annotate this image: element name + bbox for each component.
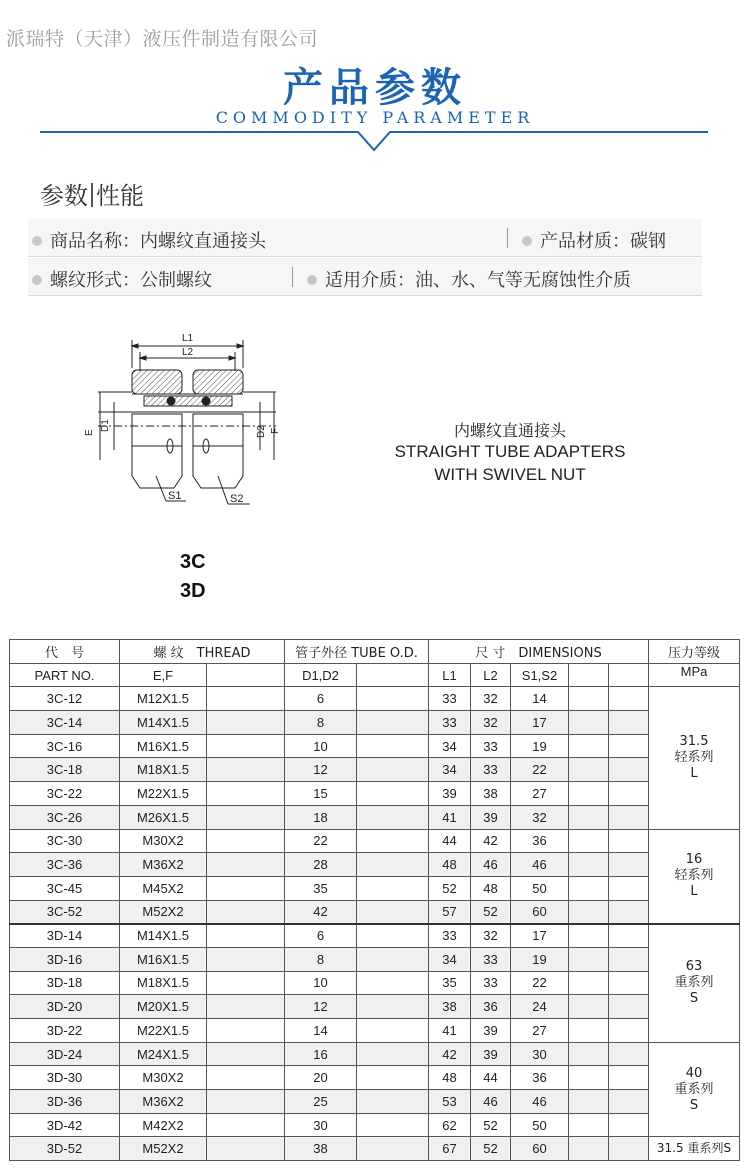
blank-cell <box>357 900 429 924</box>
tube-od-cell: 14 <box>285 1019 357 1043</box>
thread-cell: M14X1.5 <box>120 924 207 948</box>
blank-cell <box>609 1090 649 1114</box>
thread-cell: M20X1.5 <box>120 995 207 1019</box>
drawing-name-en-1: STRAIGHT TUBE ADAPTERS <box>394 442 626 461</box>
blank-cell <box>609 971 649 995</box>
blank-cell <box>569 1113 609 1137</box>
table-row <box>10 734 740 758</box>
drawing-name-cn: 内螺纹直通接头 <box>453 421 566 440</box>
tube-od-cell: 20 <box>285 1066 357 1090</box>
l1-cell: 48 <box>429 853 471 877</box>
l2-cell: 46 <box>471 1090 511 1114</box>
l1-cell: 34 <box>429 947 471 971</box>
l2-cell: 39 <box>471 1019 511 1043</box>
s1s2-cell: 60 <box>511 1137 569 1161</box>
table-row <box>10 900 740 924</box>
label-d2: D2 <box>256 425 267 438</box>
s1s2-cell: 22 <box>511 971 569 995</box>
blank-cell <box>357 782 429 806</box>
property-material: 产品材质：碳钢 <box>522 227 666 253</box>
blank-cell <box>609 1066 649 1090</box>
pressure-value: 40 <box>685 1065 703 1081</box>
s1s2-cell: 30 <box>511 1042 569 1066</box>
blank-cell <box>609 1019 649 1043</box>
l2-cell: 33 <box>471 971 511 995</box>
l2-cell: 46 <box>471 853 511 877</box>
blank-cell <box>207 900 285 924</box>
blank-cell <box>357 1090 429 1114</box>
l1-cell: 38 <box>429 995 471 1019</box>
header-l2: L2 <box>471 663 511 687</box>
header-s1s2: S1,S2 <box>511 663 569 687</box>
part-no-cell: 3D-30 <box>10 1066 120 1090</box>
l2-cell: 44 <box>471 1066 511 1090</box>
thread-cell: M36X2 <box>120 1090 207 1114</box>
blank-cell <box>569 711 609 735</box>
part-no-cell: 3D-14 <box>10 924 120 948</box>
label-l1: L1 <box>182 333 194 344</box>
bullet-dot <box>307 275 317 285</box>
blank-cell <box>207 1019 285 1043</box>
table-row <box>10 947 740 971</box>
l1-cell: 39 <box>429 782 471 806</box>
blank-cell <box>207 1090 285 1114</box>
table-row <box>10 995 740 1019</box>
l1-cell: 33 <box>429 687 471 711</box>
blank-cell <box>609 711 649 735</box>
blank-cell <box>207 971 285 995</box>
l2-cell: 52 <box>471 900 511 924</box>
blank-cell <box>207 758 285 782</box>
blank-cell <box>569 1019 609 1043</box>
thread-cell: M30X2 <box>120 1066 207 1090</box>
section-title-left: 参数 <box>40 182 88 210</box>
label-s2: S2 <box>230 493 244 505</box>
tube-od-cell: 12 <box>285 758 357 782</box>
pressure-rating-cell <box>649 1042 740 1137</box>
s1s2-cell: 22 <box>511 758 569 782</box>
l2-cell: 33 <box>471 758 511 782</box>
pressure-code: S <box>723 1141 732 1156</box>
l2-cell: 32 <box>471 711 511 735</box>
blank-cell <box>569 687 609 711</box>
blank-cell <box>357 758 429 782</box>
header-l1: L1 <box>429 663 471 687</box>
section-title-divider <box>91 183 93 207</box>
pressure-value: 31.5 <box>656 1141 684 1156</box>
part-no-cell: 3D-16 <box>10 947 120 971</box>
thread-cell: M12X1.5 <box>120 687 207 711</box>
header-blank <box>357 663 429 687</box>
tube-od-cell: 16 <box>285 1042 357 1066</box>
l1-cell: 48 <box>429 1066 471 1090</box>
page-subtitle: COMMODITY PARAMETER <box>215 108 535 127</box>
blank-cell <box>207 947 285 971</box>
s1s2-cell: 24 <box>511 995 569 1019</box>
label-l2: L2 <box>182 347 194 358</box>
property-row-1 <box>28 219 702 257</box>
blank-cell <box>207 1042 285 1066</box>
table-row <box>10 687 740 711</box>
thread-cell: M24X1.5 <box>120 1042 207 1066</box>
blank-cell <box>609 687 649 711</box>
thread-cell: M22X1.5 <box>120 782 207 806</box>
l2-cell: 32 <box>471 687 511 711</box>
blank-cell <box>207 853 285 877</box>
pressure-series: 重系列 <box>687 1141 724 1156</box>
pressure-series: 重系列 <box>674 975 714 991</box>
pressure-rating-cell <box>649 1137 740 1161</box>
title-divider <box>40 122 708 156</box>
pressure-series: 轻系列 <box>674 868 714 884</box>
header-code: 代 号 <box>10 640 120 664</box>
l2-cell: 42 <box>471 829 511 853</box>
part-no-cell: 3D-42 <box>10 1113 120 1137</box>
l2-cell: 52 <box>471 1137 511 1161</box>
table-header-row-2 <box>10 663 740 687</box>
l1-cell: 33 <box>429 924 471 948</box>
pressure-code: S <box>689 1097 699 1113</box>
property-separator <box>507 228 508 248</box>
blank-cell <box>569 924 609 948</box>
s1s2-cell: 14 <box>511 687 569 711</box>
blank-cell <box>207 1066 285 1090</box>
part-no-cell: 3C-30 <box>10 829 120 853</box>
blank-cell <box>357 876 429 900</box>
thread-cell: M16X1.5 <box>120 947 207 971</box>
blank-cell <box>569 782 609 806</box>
label-s1: S1 <box>168 490 182 502</box>
s1s2-cell: 17 <box>511 711 569 735</box>
part-no-cell: 3C-36 <box>10 853 120 877</box>
table-row <box>10 1090 740 1114</box>
s1s2-cell: 36 <box>511 829 569 853</box>
part-no-cell: 3C-26 <box>10 805 120 829</box>
blank-cell <box>609 947 649 971</box>
property-thread: 螺纹形式：公制螺纹 <box>32 266 212 292</box>
l2-cell: 39 <box>471 805 511 829</box>
property-row-2 <box>28 258 702 296</box>
table-row <box>10 758 740 782</box>
series-label-3c: 3C <box>180 551 206 573</box>
header-blank <box>569 663 609 687</box>
blank-cell <box>207 805 285 829</box>
table-row <box>10 924 740 948</box>
blank-cell <box>569 900 609 924</box>
s1s2-cell: 32 <box>511 805 569 829</box>
thread-cell: M30X2 <box>120 829 207 853</box>
tube-od-cell: 30 <box>285 1113 357 1137</box>
l1-cell: 35 <box>429 971 471 995</box>
part-no-cell: 3C-16 <box>10 734 120 758</box>
tube-od-cell: 8 <box>285 947 357 971</box>
pressure-rating-cell <box>649 829 740 924</box>
header-part-no: PART NO. <box>10 663 120 687</box>
blank-cell <box>357 1019 429 1043</box>
part-no-cell: 3C-18 <box>10 758 120 782</box>
tube-od-cell: 6 <box>285 687 357 711</box>
blank-cell <box>569 758 609 782</box>
part-no-cell: 3D-22 <box>10 1019 120 1043</box>
header-mpa: MPa <box>649 663 740 687</box>
label-d1: D1 <box>100 419 111 432</box>
header-thread: 螺 纹 THREAD <box>120 640 285 664</box>
s1s2-cell: 46 <box>511 853 569 877</box>
thread-cell: M14X1.5 <box>120 711 207 735</box>
tube-od-cell: 35 <box>285 876 357 900</box>
blank-cell <box>569 971 609 995</box>
pressure-rating-cell <box>649 924 740 1042</box>
blank-cell <box>609 853 649 877</box>
l1-cell: 41 <box>429 805 471 829</box>
blank-cell <box>357 1066 429 1090</box>
l2-cell: 36 <box>471 995 511 1019</box>
pressure-value: 16 <box>685 852 703 868</box>
blank-cell <box>357 947 429 971</box>
part-no-cell: 3D-24 <box>10 1042 120 1066</box>
table-row <box>10 853 740 877</box>
l2-cell: 52 <box>471 1113 511 1137</box>
header-blank <box>609 663 649 687</box>
drawing-name-en-2: WITH SWIVEL NUT <box>434 465 586 484</box>
blank-cell <box>207 734 285 758</box>
header-pressure: 压力等级 <box>649 640 740 664</box>
blank-cell <box>207 876 285 900</box>
part-no-cell: 3D-52 <box>10 1137 120 1161</box>
blank-cell <box>357 971 429 995</box>
tube-od-cell: 28 <box>285 853 357 877</box>
l1-cell: 34 <box>429 758 471 782</box>
blank-cell <box>609 900 649 924</box>
part-no-cell: 3C-52 <box>10 900 120 924</box>
blank-cell <box>357 711 429 735</box>
s1s2-cell: 17 <box>511 924 569 948</box>
pressure-series: 轻系列 <box>674 749 714 765</box>
s1s2-cell: 36 <box>511 1066 569 1090</box>
part-no-cell: 3C-45 <box>10 876 120 900</box>
part-no-cell: 3C-22 <box>10 782 120 806</box>
part-no-cell: 3C-14 <box>10 711 120 735</box>
l1-cell: 34 <box>429 734 471 758</box>
thread-cell: M26X1.5 <box>120 805 207 829</box>
blank-cell <box>207 1137 285 1161</box>
l1-cell: 42 <box>429 1042 471 1066</box>
table-row <box>10 1066 740 1090</box>
blank-cell <box>207 687 285 711</box>
blank-cell <box>207 829 285 853</box>
blank-cell <box>609 1137 649 1161</box>
blank-cell <box>609 876 649 900</box>
blank-cell <box>357 829 429 853</box>
part-no-cell: 3C-12 <box>10 687 120 711</box>
header-tube: 管子外径 TUBE O.D. <box>285 640 429 664</box>
bullet-dot <box>32 236 42 246</box>
s1s2-cell: 27 <box>511 782 569 806</box>
blank-cell <box>569 947 609 971</box>
tube-od-cell: 38 <box>285 1137 357 1161</box>
s1s2-cell: 50 <box>511 1113 569 1137</box>
pressure-value: 31.5 <box>679 733 709 749</box>
tube-od-cell: 42 <box>285 900 357 924</box>
l1-cell: 57 <box>429 900 471 924</box>
pressure-rating-cell <box>649 687 740 829</box>
bullet-dot <box>522 236 532 246</box>
blank-cell <box>609 734 649 758</box>
thread-cell: M22X1.5 <box>120 1019 207 1043</box>
pressure-value: 63 <box>685 959 703 975</box>
blank-cell <box>569 853 609 877</box>
blank-cell <box>207 711 285 735</box>
technical-drawing <box>78 326 281 516</box>
section-title-right: 性能 <box>96 182 144 210</box>
property-medium: 适用介质：油、水、气等无腐蚀性介质 <box>307 266 631 292</box>
thread-cell: M42X2 <box>120 1113 207 1137</box>
thread-cell: M18X1.5 <box>120 971 207 995</box>
label-e: E <box>84 429 95 436</box>
l2-cell: 48 <box>471 876 511 900</box>
blank-cell <box>569 1090 609 1114</box>
l1-cell: 33 <box>429 711 471 735</box>
blank-cell <box>609 1042 649 1066</box>
blank-cell <box>207 995 285 1019</box>
blank-cell <box>569 829 609 853</box>
bullet-dot <box>32 275 42 285</box>
property-separator <box>292 267 293 287</box>
tube-od-cell: 8 <box>285 711 357 735</box>
tube-od-cell: 25 <box>285 1090 357 1114</box>
table-row <box>10 876 740 900</box>
l1-cell: 53 <box>429 1090 471 1114</box>
l1-cell: 44 <box>429 829 471 853</box>
blank-cell <box>569 1042 609 1066</box>
thread-cell: M52X2 <box>120 900 207 924</box>
blank-cell <box>357 687 429 711</box>
thread-cell: M52X2 <box>120 1137 207 1161</box>
table-row <box>10 1019 740 1043</box>
blank-cell <box>357 805 429 829</box>
tube-od-cell: 10 <box>285 734 357 758</box>
blank-cell <box>357 1113 429 1137</box>
tube-od-cell: 10 <box>285 971 357 995</box>
section-title <box>40 176 144 211</box>
blank-cell <box>357 995 429 1019</box>
l1-cell: 67 <box>429 1137 471 1161</box>
table-row <box>10 1113 740 1137</box>
header-dimensions: 尺 寸 DIMENSIONS <box>429 640 649 664</box>
blank-cell <box>609 829 649 853</box>
s1s2-cell: 46 <box>511 1090 569 1114</box>
table-row <box>10 711 740 735</box>
blank-cell <box>207 782 285 806</box>
l2-cell: 33 <box>471 734 511 758</box>
part-no-cell: 3D-36 <box>10 1090 120 1114</box>
table-row <box>10 829 740 853</box>
blank-cell <box>609 782 649 806</box>
table-row <box>10 1042 740 1066</box>
blank-cell <box>357 734 429 758</box>
s1s2-cell: 19 <box>511 947 569 971</box>
l1-cell: 41 <box>429 1019 471 1043</box>
blank-cell <box>207 924 285 948</box>
l2-cell: 39 <box>471 1042 511 1066</box>
s1s2-cell: 60 <box>511 900 569 924</box>
thread-cell: M36X2 <box>120 853 207 877</box>
company-name: 派瑞特（天津）液压件制造有限公司 <box>6 28 319 50</box>
label-f: F <box>270 427 281 434</box>
tube-od-cell: 18 <box>285 805 357 829</box>
tube-od-cell: 22 <box>285 829 357 853</box>
table-header-row-1 <box>10 640 740 664</box>
header-blank <box>207 663 285 687</box>
blank-cell <box>569 1066 609 1090</box>
l1-cell: 62 <box>429 1113 471 1137</box>
pressure-code: L <box>690 884 698 900</box>
blank-cell <box>207 1113 285 1137</box>
blank-cell <box>357 924 429 948</box>
page-title: 产品参数 <box>283 65 467 111</box>
l1-cell: 52 <box>429 876 471 900</box>
table-row <box>10 782 740 806</box>
thread-cell: M18X1.5 <box>120 758 207 782</box>
blank-cell <box>569 876 609 900</box>
tube-od-cell: 6 <box>285 924 357 948</box>
pressure-series: 重系列 <box>674 1081 714 1097</box>
table-row <box>10 805 740 829</box>
l2-cell: 33 <box>471 947 511 971</box>
spec-table <box>9 639 740 1161</box>
part-no-cell: 3D-20 <box>10 995 120 1019</box>
part-no-cell: 3D-18 <box>10 971 120 995</box>
blank-cell <box>357 1137 429 1161</box>
blank-cell <box>609 1113 649 1137</box>
blank-cell <box>569 1137 609 1161</box>
thread-cell: M16X1.5 <box>120 734 207 758</box>
blank-cell <box>609 758 649 782</box>
pressure-code: S <box>689 991 699 1007</box>
blank-cell <box>357 1042 429 1066</box>
l2-cell: 38 <box>471 782 511 806</box>
s1s2-cell: 50 <box>511 876 569 900</box>
header-d1d2: D1,D2 <box>285 663 357 687</box>
s1s2-cell: 27 <box>511 1019 569 1043</box>
blank-cell <box>357 853 429 877</box>
header-ef: E,F <box>120 663 207 687</box>
l2-cell: 32 <box>471 924 511 948</box>
s1s2-cell: 19 <box>511 734 569 758</box>
tube-od-cell: 15 <box>285 782 357 806</box>
blank-cell <box>609 805 649 829</box>
series-label-3d: 3D <box>180 580 206 602</box>
table-row <box>10 1137 740 1161</box>
property-name: 商品名称：内螺纹直通接头 <box>32 227 266 253</box>
table-row <box>10 971 740 995</box>
blank-cell <box>569 805 609 829</box>
thread-cell: M45X2 <box>120 876 207 900</box>
blank-cell <box>609 924 649 948</box>
pressure-code: L <box>690 765 698 781</box>
blank-cell <box>609 995 649 1019</box>
blank-cell <box>569 995 609 1019</box>
blank-cell <box>569 734 609 758</box>
tube-od-cell: 12 <box>285 995 357 1019</box>
